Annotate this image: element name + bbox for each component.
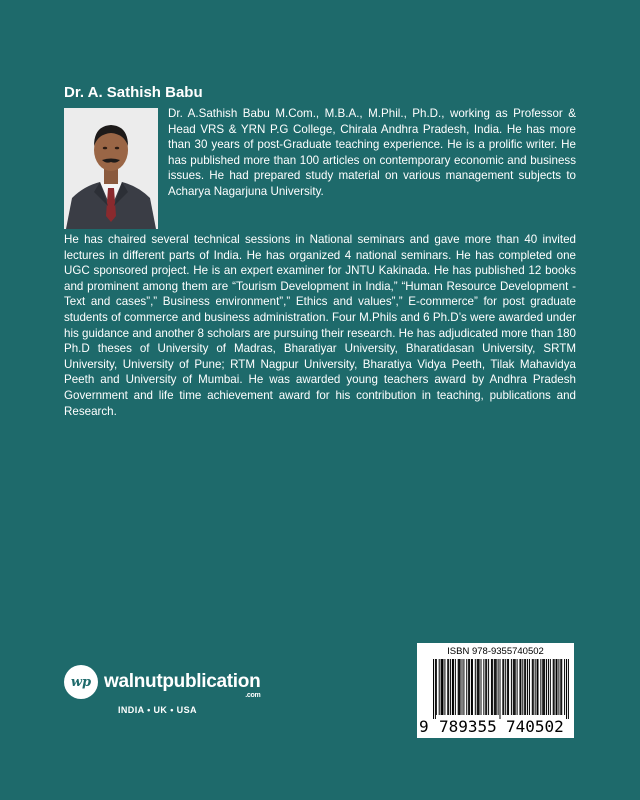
barcode-bar [513,659,514,715]
barcode-bar [450,659,451,715]
barcode-bar [491,659,492,715]
barcode-bar [502,659,503,715]
barcode-bar [433,659,434,719]
barcode-bar [477,659,478,715]
barcode-bar [564,659,565,715]
publisher-name-text: walnutpublication [104,671,261,692]
barcode-bar [557,659,558,715]
barcode-bar [524,659,525,715]
barcode-bar [483,659,484,715]
barcode-bar [439,659,440,715]
barcode-bar [515,659,516,715]
barcode-bar [485,659,486,715]
barcode-bar [525,659,526,715]
barcode-bar [543,659,544,715]
publisher-logo [64,665,260,699]
barcode-bar [561,659,562,715]
barcode-bar [466,659,467,715]
barcode-bar [448,659,449,715]
barcode-bar [435,659,436,719]
publisher-countries: INDIA • UK • USA [118,705,197,715]
barcode-bar [447,659,448,715]
barcode-bar [481,659,482,715]
barcode-bar [472,659,473,715]
barcode-bar [460,659,461,715]
barcode-bar [455,659,456,715]
barcode-bar [548,659,549,715]
barcode-bar [436,659,437,715]
barcode-bar [458,659,459,715]
barcode-bar [560,659,561,715]
barcode-bar [494,659,495,715]
barcode-bar [550,659,551,715]
barcode-bar [537,659,538,715]
barcode-bar [529,659,530,715]
barcode-bar [453,659,454,715]
publisher-suffix: .com [245,692,261,699]
barcode-bar [558,659,559,715]
barcode-bar [520,659,521,715]
walnut-logo-icon: wp [64,665,98,699]
barcode-bar [542,659,543,715]
barcode-bar [462,659,463,715]
barcode-bar [527,659,528,715]
barcode-bar [507,659,508,715]
barcode-bar [568,659,569,719]
barcode-bar [479,659,480,715]
barcode-bar [538,659,539,715]
barcode-bar [441,659,442,715]
bio-main-text: He has chaired several technical sessions in National seminars and gave more than 40 invited lectures in different parts of India. He has organized 4 national seminars. He has completed one UGC sponsored project. He is an expert examiner for JNTU Kakinada. He has published 12 books and prominent among them are “Tourism Development in India,” “Human Resource Development -Text and cases”,” Business environment”,” Ethics and values”,” E-commerce” for post graduate students of commerce and business administration. Four M.Phils and 6 Ph.D’s were awarded under his guidance and another 8 scholars are pursuing their research. He has adjudicated more than 180 Ph.D theses of University of Madras, Bharatiyar University, Bharatidasan University, SRTM University, University of Pune; RTM Nagpur University, Bharatiya Vidya Peeth, Tilak Mahavidya Peeth and University of Mumbai. He was awarded young teachers award by Andhra Pradesh Government and life time achievement award for his contribution in teaching, publications and Research. [64,233,576,418]
barcode-bar [443,659,444,715]
barcode-bar [468,659,469,715]
barcode-bar [478,659,479,715]
barcode-bar [500,659,501,719]
barcode-bar [517,659,518,715]
barcode-bar [469,659,470,715]
barcode-bar [546,659,547,715]
bio-intro-text: Dr. A.Sathish Babu M.Com., M.B.A., M.Phil., Ph.D., working as Professor & Head VRS & YRN P.G College, Chirala Andhra Pradesh, India. He has more than 30 years of post-Graduate teaching experience. He is a prolific writer. He has published more than 100 articles on contemporary economic and business issues. He had prepared study material on various management subjects to Acharya Nagarjuna University. [168,107,576,198]
barcode-bar [503,659,504,715]
barcode-bar [475,659,476,715]
barcode-digit-first: 9 [419,717,429,736]
barcode-bar [459,659,460,715]
barcode-bar [488,659,489,715]
barcode-bar [535,659,536,715]
barcode-bar [566,659,567,719]
barcode-bar [492,659,493,715]
barcode-bar [496,659,497,715]
barcode-digit-group2: 740502 [506,717,564,736]
barcode-bar [514,659,515,715]
author-portrait-icon [64,108,158,229]
barcode-bar [495,659,496,715]
barcode-bar [544,659,545,715]
barcode-bar [511,659,512,715]
barcode-bar [498,659,499,715]
publisher-name [104,671,261,699]
barcode-bar [463,659,464,715]
barcode-bar [553,659,554,715]
barcode-bar [442,659,443,715]
barcode-digit-group1: 789355 [439,717,497,736]
barcode-bar [519,659,520,715]
isbn-barcode [417,643,574,738]
barcode-bar [508,659,509,715]
barcode-bars [423,659,569,719]
barcode-bar [471,659,472,715]
barcode-bar [522,659,523,715]
barcode-bar [540,659,541,715]
barcode-bar [533,659,534,715]
barcode-bar [505,659,506,715]
barcode-bar [452,659,453,715]
barcode-bar [444,659,445,715]
barcode-bar [486,659,487,715]
isbn-label: ISBN 978-9355740502 [447,646,544,657]
barcode-bar [532,659,533,715]
barcode-bar [554,659,555,715]
author-name: Dr. A. Sathish Babu [64,84,203,101]
barcode-bar [556,659,557,715]
